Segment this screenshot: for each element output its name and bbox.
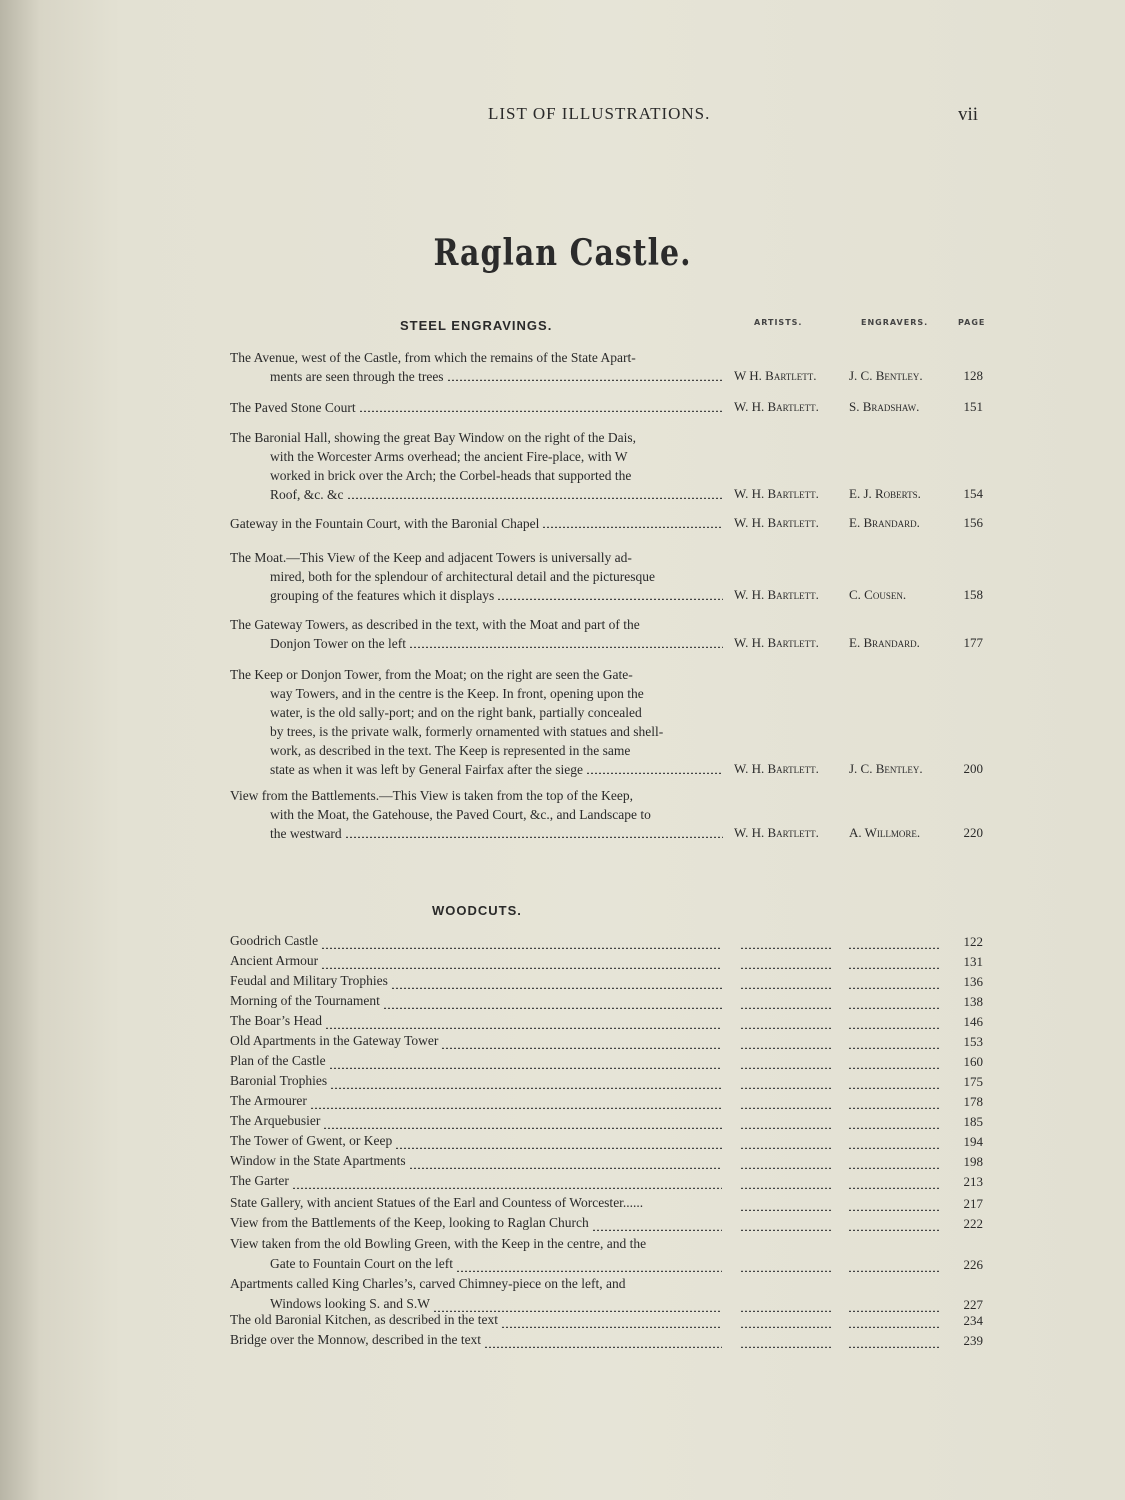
engraver-name: E. Brandard. bbox=[849, 635, 920, 650]
leader-dots bbox=[330, 1087, 722, 1089]
leader-dots bbox=[497, 598, 723, 600]
leader-dots bbox=[740, 1229, 832, 1231]
leader-dots bbox=[740, 1067, 832, 1069]
leader-dots bbox=[848, 1007, 940, 1009]
engraver-name: C. Cousen. bbox=[849, 587, 907, 602]
engraver-name: E. J. Roberts. bbox=[849, 486, 921, 501]
leader-dots bbox=[292, 1187, 722, 1189]
page-ref: 178 bbox=[963, 1094, 983, 1109]
leader-dots bbox=[409, 1167, 722, 1169]
leader-dots bbox=[848, 1147, 940, 1149]
woodcut-entry-text: View from the Battlements of the Keep, looking to Raglan Church bbox=[230, 1215, 589, 1230]
page-ref: 220 bbox=[963, 825, 983, 840]
leader-dots bbox=[456, 1270, 722, 1272]
leader-dots bbox=[848, 1087, 940, 1089]
leader-dots bbox=[740, 1187, 832, 1189]
steel-entry-text: ments are seen through the trees bbox=[270, 369, 444, 384]
steel-entry-text: The Baronial Hall, showing the great Bay Window on the right of the Dais, bbox=[230, 430, 636, 445]
steel-entry-text: grouping of the features which it displays bbox=[270, 588, 495, 603]
leader-dots bbox=[447, 379, 723, 381]
artists-column-header: ARTISTS. bbox=[754, 318, 803, 327]
leader-dots bbox=[740, 1310, 832, 1312]
artist-name: W. H. Bartlett. bbox=[734, 399, 819, 414]
woodcut-entry-text: Goodrich Castle bbox=[230, 933, 319, 948]
artist-name: W. H. Bartlett. bbox=[734, 515, 819, 530]
woodcut-entry-text: Gate to Fountain Court on the left bbox=[270, 1256, 453, 1271]
leader-dots bbox=[359, 410, 723, 412]
steel-entry-text: The Gateway Towers, as described in the text, with the Moat and part of the bbox=[230, 617, 640, 632]
leader-dots bbox=[848, 1187, 940, 1189]
page-ref: 122 bbox=[963, 934, 983, 949]
woodcut-entry-text: State Gallery, with ancient Statues of the Earl and Countess of Worcester...... bbox=[230, 1195, 644, 1210]
leader-dots bbox=[740, 1326, 832, 1328]
leader-dots bbox=[740, 1107, 832, 1109]
woodcut-entry-text: Windows looking S. and S.W bbox=[270, 1296, 430, 1311]
leader-dots bbox=[848, 967, 940, 969]
steel-entry-text: worked in brick over the Arch; the Corbel-heads that supported the bbox=[270, 468, 632, 483]
leader-dots bbox=[329, 1067, 722, 1069]
leader-dots bbox=[395, 1147, 722, 1149]
page-ref: 128 bbox=[963, 368, 983, 383]
steel-entry-text: The Avenue, west of the Castle, from which the remains of the State Apart- bbox=[230, 350, 636, 365]
page-ref: 239 bbox=[963, 1333, 983, 1348]
leader-dots bbox=[740, 1007, 832, 1009]
leader-dots bbox=[542, 526, 723, 528]
page-ref: 156 bbox=[963, 515, 983, 530]
woodcuts-heading: WOODCUTS. bbox=[432, 903, 522, 918]
engraver-name: J. C. Bentley. bbox=[849, 761, 923, 776]
leader-dots bbox=[848, 1270, 940, 1272]
leader-dots bbox=[347, 497, 724, 499]
steel-entry-text: The Moat.—This View of the Keep and adjacent Towers is universally ad- bbox=[230, 550, 632, 565]
steel-entry-text: work, as described in the text. The Keep is represented in the same bbox=[270, 743, 631, 758]
leader-dots bbox=[848, 1326, 940, 1328]
leader-dots bbox=[501, 1326, 722, 1328]
woodcut-entry-text: The Tower of Gwent, or Keep bbox=[230, 1133, 393, 1148]
leader-dots bbox=[848, 1167, 940, 1169]
page-ref: 177 bbox=[963, 635, 983, 650]
leader-dots bbox=[740, 1346, 832, 1348]
artist-name: W. H. Bartlett. bbox=[734, 587, 819, 602]
engraver-name: S. Bradshaw. bbox=[849, 399, 920, 414]
page-ref: 213 bbox=[963, 1174, 983, 1189]
page-ref: 175 bbox=[963, 1074, 983, 1089]
leader-dots bbox=[321, 947, 722, 949]
section-title: Raglan Castle. bbox=[433, 232, 692, 275]
leader-dots bbox=[848, 1127, 940, 1129]
artist-name: W. H. Bartlett. bbox=[734, 825, 819, 840]
leader-dots bbox=[740, 1209, 832, 1211]
page-ref: 194 bbox=[963, 1134, 983, 1149]
page-ref: 227 bbox=[963, 1297, 983, 1312]
page-ref: 185 bbox=[963, 1114, 983, 1129]
woodcut-entry-text: Plan of the Castle bbox=[230, 1053, 326, 1068]
leader-dots bbox=[592, 1229, 722, 1231]
engravers-column-header: ENGRAVERS. bbox=[861, 318, 929, 327]
leader-dots bbox=[740, 967, 832, 969]
woodcut-entry-text: The Boar’s Head bbox=[230, 1013, 322, 1028]
woodcut-entry-text: The Arquebusier bbox=[230, 1113, 321, 1128]
engraver-name: J. C. Bentley. bbox=[849, 368, 923, 383]
steel-engravings-heading: STEEL ENGRAVINGS. bbox=[400, 318, 553, 333]
artist-name: W. H. Bartlett. bbox=[734, 635, 819, 650]
woodcut-entry-text: Window in the State Apartments bbox=[230, 1153, 406, 1168]
steel-entry bbox=[230, 665, 723, 779]
page-ref: 160 bbox=[963, 1054, 983, 1069]
engraver-name: E. Brandard. bbox=[849, 515, 920, 530]
woodcut-entry-text: Apartments called King Charles’s, carved Chimney-piece on the left, and bbox=[230, 1276, 626, 1291]
woodcut-entry-text: Old Apartments in the Gateway Tower bbox=[230, 1033, 439, 1048]
leader-dots bbox=[345, 836, 723, 838]
page-ref: 226 bbox=[963, 1257, 983, 1272]
leader-dots bbox=[848, 1346, 940, 1348]
steel-entry bbox=[230, 548, 723, 605]
leader-dots bbox=[740, 1147, 832, 1149]
artist-name: W. H. Bartlett. bbox=[734, 761, 819, 776]
steel-entry-text: way Towers, and in the centre is the Keep. In front, opening upon the bbox=[270, 686, 644, 701]
page-ref: 146 bbox=[963, 1014, 983, 1029]
leader-dots bbox=[586, 772, 723, 774]
page-column-header: PAGE bbox=[958, 318, 986, 327]
leader-dots bbox=[848, 1310, 940, 1312]
leader-dots bbox=[740, 1167, 832, 1169]
page-ref: 234 bbox=[963, 1313, 983, 1328]
steel-entry-text: state as when it was left by General Fairfax after the siege bbox=[270, 762, 583, 777]
woodcut-entry-text: Feudal and Military Trophies bbox=[230, 973, 388, 988]
page-ref: 217 bbox=[963, 1196, 983, 1211]
page-ref: 131 bbox=[963, 954, 983, 969]
leader-dots bbox=[323, 1127, 722, 1129]
leader-dots bbox=[740, 1047, 832, 1049]
leader-dots bbox=[391, 987, 722, 989]
steel-entry-text: with the Worcester Arms overhead; the ancient Fire-place, with W bbox=[270, 449, 628, 464]
leader-dots bbox=[325, 1027, 722, 1029]
page-ref: 158 bbox=[963, 587, 983, 602]
artist-name: W H. Bartlett. bbox=[734, 368, 817, 383]
woodcut-entry-text: The old Baronial Kitchen, as described in the text bbox=[230, 1312, 499, 1327]
leader-dots bbox=[740, 947, 832, 949]
page-ref: 138 bbox=[963, 994, 983, 1009]
steel-entry-text: water, is the old sally-port; and on the right bank, partially concealed bbox=[270, 705, 642, 720]
steel-entry-text: mired, both for the splendour of architectural detail and the picturesque bbox=[270, 569, 655, 584]
leader-dots bbox=[848, 987, 940, 989]
leader-dots bbox=[441, 1047, 722, 1049]
woodcut-entry-text: The Armourer bbox=[230, 1093, 307, 1108]
leader-dots bbox=[848, 1067, 940, 1069]
leader-dots bbox=[848, 1107, 940, 1109]
woodcut-entry-text: Bridge over the Monnow, described in the text bbox=[230, 1332, 482, 1347]
leader-dots bbox=[310, 1107, 722, 1109]
leader-dots bbox=[484, 1346, 722, 1348]
leader-dots bbox=[383, 1007, 722, 1009]
steel-entry-text: The Paved Stone Court bbox=[230, 400, 356, 415]
woodcut-entry-text: View taken from the old Bowling Green, with the Keep in the centre, and the bbox=[230, 1236, 647, 1251]
steel-entry bbox=[230, 514, 723, 533]
engraver-name: A. Willmore. bbox=[849, 825, 921, 840]
leader-dots bbox=[848, 1209, 940, 1211]
steel-entry bbox=[230, 615, 723, 653]
woodcut-entry-text: Morning of the Tournament bbox=[230, 993, 380, 1008]
leader-dots bbox=[740, 987, 832, 989]
page-ref: 153 bbox=[963, 1034, 983, 1049]
leader-dots bbox=[409, 646, 723, 648]
leader-dots bbox=[740, 1270, 832, 1272]
woodcut-entry-text: The Garter bbox=[230, 1173, 289, 1188]
leader-dots bbox=[740, 1127, 832, 1129]
steel-entry bbox=[230, 398, 723, 417]
page-ref: 200 bbox=[963, 761, 983, 776]
steel-entry bbox=[230, 428, 723, 504]
woodcut-entry-text: Baronial Trophies bbox=[230, 1073, 328, 1088]
leader-dots bbox=[848, 947, 940, 949]
page-ref: 151 bbox=[963, 399, 983, 414]
leader-dots bbox=[740, 1027, 832, 1029]
steel-entry-text: Roof, &c. &c bbox=[270, 487, 344, 502]
leader-dots bbox=[848, 1229, 940, 1231]
steel-entry-text: the westward bbox=[270, 826, 342, 841]
leader-dots bbox=[848, 1047, 940, 1049]
page-ref: 198 bbox=[963, 1154, 983, 1169]
steel-entry-text: The Keep or Donjon Tower, from the Moat; on the right are seen the Gate- bbox=[230, 667, 633, 682]
steel-entry-text: by trees, is the private walk, formerly ornamented with statues and shell- bbox=[270, 724, 664, 739]
steel-entry bbox=[230, 786, 723, 843]
running-title: LIST OF ILLUSTRATIONS. bbox=[488, 104, 711, 123]
page-ref: 154 bbox=[963, 486, 983, 501]
steel-entry-text: Gateway in the Fountain Court, with the Baronial Chapel bbox=[230, 516, 540, 531]
page-ref: 222 bbox=[963, 1216, 983, 1231]
leader-dots bbox=[321, 967, 722, 969]
leader-dots bbox=[740, 1087, 832, 1089]
page-number: vii bbox=[958, 104, 979, 125]
steel-entry bbox=[230, 348, 723, 386]
page-ref: 136 bbox=[963, 974, 983, 989]
steel-entry-text: View from the Battlements.—This View is taken from the top of the Keep, bbox=[230, 788, 634, 803]
steel-entry-text: Donjon Tower on the left bbox=[270, 636, 407, 651]
leader-dots bbox=[848, 1027, 940, 1029]
artist-name: W. H. Bartlett. bbox=[734, 486, 819, 501]
woodcut-entry-text: Ancient Armour bbox=[230, 953, 319, 968]
steel-entry-text: with the Moat, the Gatehouse, the Paved Court, &c., and Landscape to bbox=[270, 807, 651, 822]
